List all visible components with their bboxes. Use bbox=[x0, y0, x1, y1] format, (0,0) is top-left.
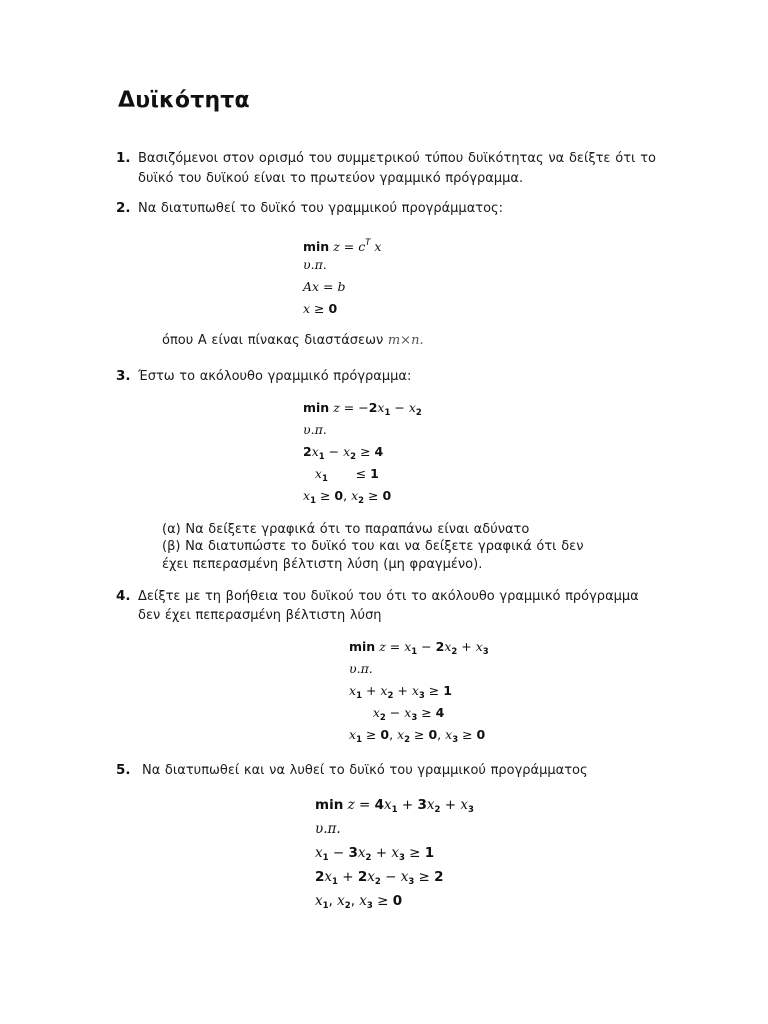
problem-3-part-b-text: (β) Να διατυπώστε το δυϊκό του και να δείξετε γραφικά ότι δεν έχει πεπερασμένη βέλτιστη λύση (μη φραγμένο). bbox=[162, 539, 584, 572]
p2-objective: $\min z = c^T$ x bbox=[303, 238, 382, 254]
p3-constraint-3: $x_1 \ge 0$, $x_2 \ge 0$ bbox=[303, 488, 392, 506]
p4-subject-to: υ.π. bbox=[349, 661, 373, 676]
problem-2-program bbox=[303, 232, 381, 320]
problem-5-program bbox=[315, 793, 474, 913]
problem-4-text: Δείξτε με τη βοήθεια του δυϊκού του ότι το ακόλουθο γραμμικό πρόγραμμα δεν έχει πεπερασμένη βέλτιστη λύση bbox=[138, 589, 639, 623]
p4-constraint-2: $x_2 - x_3 \ge 4$ bbox=[372, 705, 445, 723]
p3-constraint-2: $x_1$ ≤ 1 bbox=[314, 466, 379, 484]
problem-2-note-text: όπου A είναι πίνακας διαστάσεων bbox=[162, 333, 388, 348]
problem-2-number: 2. bbox=[116, 200, 131, 216]
p5-constraint-1: $x_1 - 3x_2 + x_3 \ge 1$ bbox=[315, 845, 435, 863]
page-title: Δυϊκότητα bbox=[118, 88, 250, 113]
p3-constraint-1: $2x_1 - x_2 \ge 4$ bbox=[303, 444, 384, 462]
p3-objective: $\min z = -2x_1 - x_2$ bbox=[303, 400, 422, 418]
problem-3-program bbox=[303, 397, 422, 507]
problem-4-number: 4. bbox=[116, 588, 131, 604]
p2-constraint-2: x ≥ 0 bbox=[303, 301, 338, 316]
problem-3-number: 3. bbox=[116, 368, 131, 384]
problem-1-number: 1. bbox=[116, 150, 131, 166]
problem-5-text: Να διατυπωθεί και να λυθεί το δυϊκό του γραμμικού προγράμματος bbox=[142, 763, 588, 778]
problem-2-note-dims: m×n. bbox=[387, 333, 424, 348]
p2-subject-to: υ.π. bbox=[303, 257, 327, 272]
problem-3-part-a: (α) Να δείξετε γραφικά ότι το παραπάνω είναι αδύνατο bbox=[162, 522, 530, 537]
p4-constraint-3: $x_1 \ge 0$, $x_2 \ge 0$, $x_3 \ge 0$ bbox=[349, 727, 486, 745]
problem-2-note bbox=[162, 331, 562, 351]
problem-5-number: 5. bbox=[116, 762, 131, 778]
p5-subject-to: υ.π. bbox=[315, 821, 341, 837]
problem-2-text: Να διατυπωθεί το δυϊκό του γραμμικού προγράμματος: bbox=[138, 201, 504, 216]
p4-constraint-1: $x_1 + x_2 + x_3 \ge 1$ bbox=[349, 683, 452, 701]
problem-1-text: Βασιζόμενοι στον ορισμό του συμμετρικού τύπου δυϊκότητας να δείξτε ότι το δυϊκό του δυϊκού είναι το πρωτεύον γραμμικό πρόγραμμα. bbox=[138, 151, 656, 186]
p4-objective: $\min z = x_1 - 2x_2 + x_3$ bbox=[349, 639, 489, 657]
problem-3-part-b bbox=[162, 538, 592, 574]
p5-objective: $\min z = 4x_1 + 3x_2 + x_3$ bbox=[315, 797, 474, 815]
problem-4-program bbox=[349, 636, 489, 746]
p3-subject-to: υ.π. bbox=[303, 422, 327, 437]
p2-constraint-1: Ax = b bbox=[303, 279, 346, 294]
p5-constraint-2: $2x_1 + 2x_2 - x_3 \ge 2$ bbox=[315, 869, 444, 887]
problem-3-text: Έστω το ακόλουθο γραμμικό πρόγραμμα: bbox=[138, 369, 412, 384]
p5-constraint-3: $x_1$, $x_2$, $x_3 \ge 0$ bbox=[315, 893, 403, 911]
